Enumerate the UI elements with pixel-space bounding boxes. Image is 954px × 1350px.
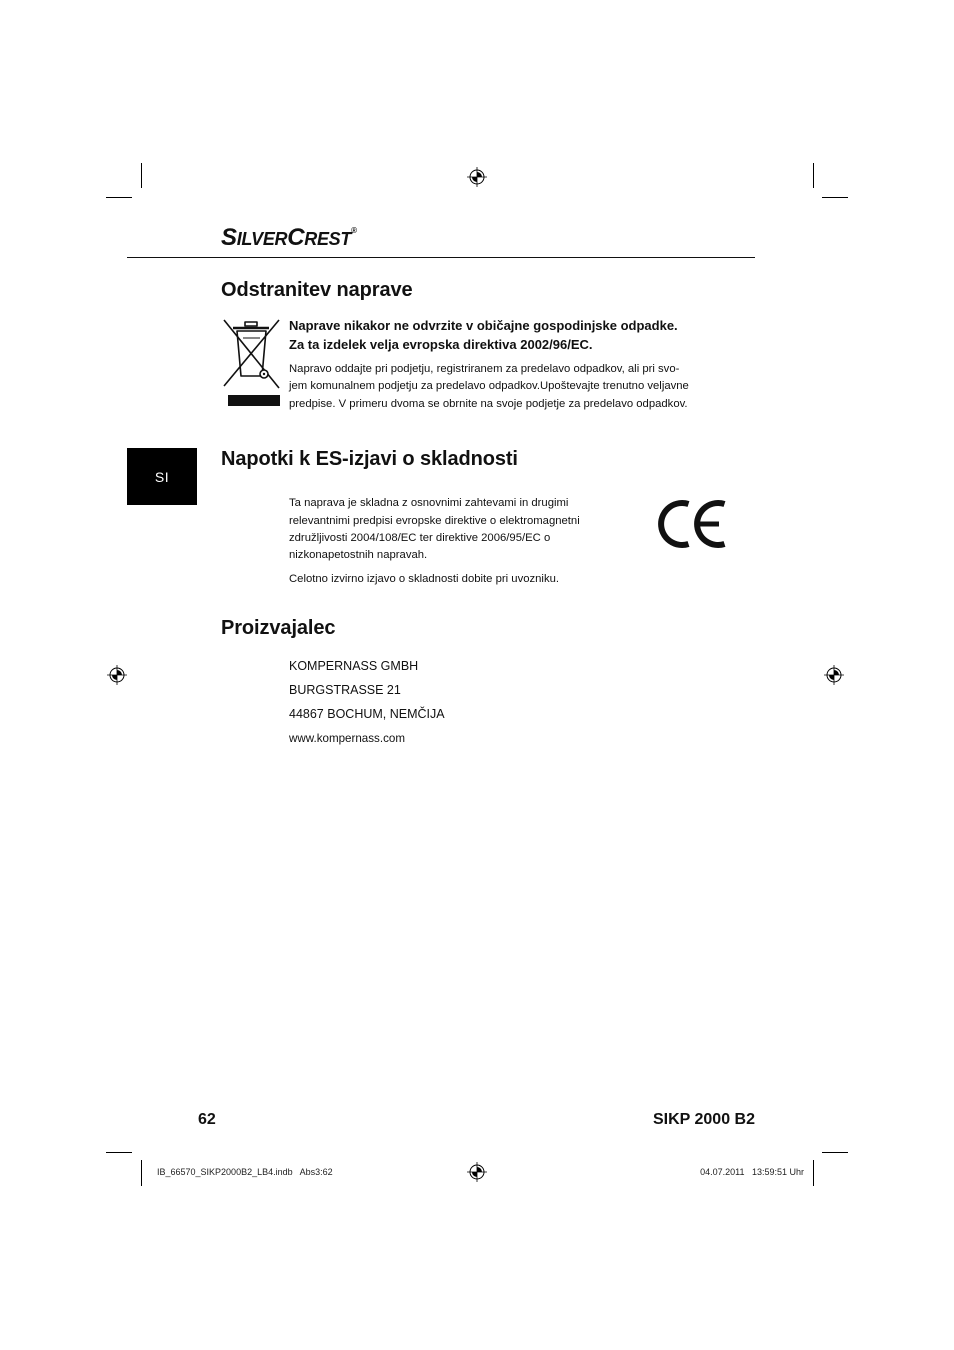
conformity-heading: Napotki k ES-izjavi o skladnosti	[221, 448, 518, 470]
header-rule	[127, 257, 755, 258]
crop-mark-bottom-left-vertical	[141, 1160, 142, 1186]
disposal-body-line: jem komunalnem podjetju za predelavo odpadkov.Upoštevajte trenutno veljavne	[289, 380, 689, 392]
conformity-body-line: združljivosti 2004/108/EC ter direktive 2006/95/EC o	[289, 532, 551, 544]
registration-mark-icon	[824, 665, 844, 685]
print-slug-timestamp: 04.07.2011 13:59:51 Uhr	[700, 1167, 804, 1177]
registration-mark-icon	[467, 167, 487, 187]
manufacturer-address-line: KOMPERNASS GMBH	[289, 659, 419, 673]
disposal-body-line: Napravo oddajte pri podjetju, registriranem za predelavo odpadkov, ali pri svo-	[289, 363, 680, 375]
disposal-heading: Odstranitev naprave	[221, 279, 413, 301]
crossed-out-wheelie-bin-icon	[221, 316, 283, 392]
disposal-warning-line: Naprave nikakor ne odvrzite v običajne gospodinjske odpadke.	[289, 318, 678, 333]
print-slug-file: IB_66570_SIKP2000B2_LB4.indb Abs3:62	[157, 1167, 333, 1177]
manufacturer-address-line: BURGSTRASSE 21	[289, 683, 401, 697]
crop-mark-top-left-horizontal	[106, 197, 132, 198]
language-tab	[127, 448, 197, 505]
crop-mark-top-left-vertical	[141, 163, 142, 188]
logo-registered-mark: ®	[351, 226, 357, 235]
manufacturer-address-line: 44867 BOCHUM, NEMČIJA	[289, 707, 445, 721]
disposal-warning-line: Za ta izdelek velja evropska direktiva 2002/96/EC.	[289, 337, 593, 352]
weee-black-bar	[228, 395, 280, 406]
conformity-body-line: relevantnimi predpisi evropske direktive o elektromagnetni	[289, 515, 580, 527]
ce-mark-icon	[655, 496, 735, 552]
language-tab-label: SI	[154, 468, 170, 485]
brand-logo	[215, 215, 375, 255]
crop-mark-bottom-right-horizontal	[822, 1152, 848, 1153]
logo-initial-c: C	[287, 224, 305, 251]
svg-text:SILVERCREST®	[221, 224, 357, 251]
conformity-body-line: Ta naprava je skladna z osnovnimi zahtevami in drugimi	[289, 497, 569, 509]
disposal-body-line: predpise. V primeru dvoma se obrnite na svoje podjetje za predelavo odpadkov.	[289, 398, 688, 410]
crop-mark-bottom-left-horizontal	[106, 1152, 132, 1153]
model-number: SIKP 2000 B2	[653, 1111, 755, 1128]
registration-mark-icon	[107, 665, 127, 685]
logo-initial-s: S	[221, 224, 237, 251]
manufacturer-website: www.kompernass.com	[289, 732, 405, 745]
registration-mark-icon	[467, 1162, 487, 1182]
conformity-note: Celotno izvirno izjavo o skladnosti dobite pri uvozniku.	[289, 573, 560, 585]
page-number: 62	[198, 1111, 216, 1128]
crop-mark-bottom-right-vertical	[813, 1160, 814, 1186]
conformity-body-line: nizkonapetostnih napravah.	[289, 549, 428, 561]
manufacturer-heading: Proizvajalec	[221, 617, 336, 639]
crop-mark-top-right-horizontal	[822, 197, 848, 198]
logo-rest-ilver: ILVER	[236, 229, 288, 249]
crop-mark-top-right-vertical	[813, 163, 814, 188]
logo-rest-rest: REST	[304, 229, 352, 249]
